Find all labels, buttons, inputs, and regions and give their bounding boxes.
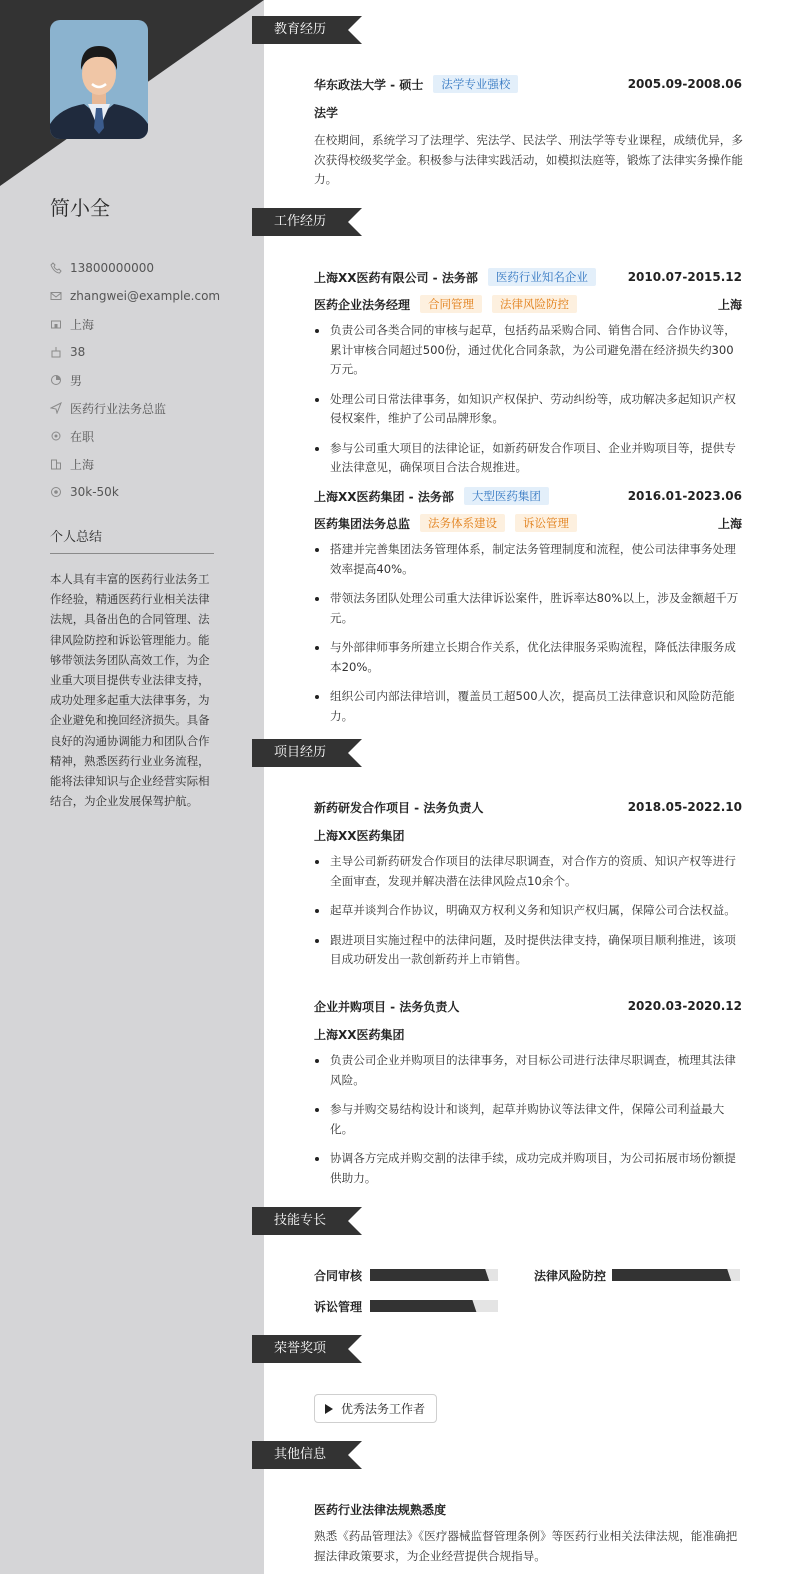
info-status [50,422,220,450]
info-text: zhangwei@example.com [70,289,221,303]
project-org: 上海XX医药集团 [314,1027,405,1042]
list-item: 参与公司重大项目的法律论证，如新药研发合作项目、企业并购项目等，提供专业法律意见，确保项目合法合规推进。 [314,439,744,478]
company-name: 上海XX医药集团 - 法务部 [314,489,454,504]
project-org-row [314,1025,742,1043]
info-gender [50,366,220,394]
project-bullet-list [314,1051,744,1198]
project-org: 上海XX医药集团 [314,828,405,843]
avatar [50,20,148,139]
skill-level-bar [612,1269,740,1281]
skill-bar-fill [370,1269,489,1281]
school-name: 华东政法大学 - 硕士 [314,77,424,92]
section-title: 其他信息 [274,1447,327,1462]
education-description: 在校期间，系统学习了法理学、宪法学、民法学、刑法学等专业课程，成绩优异，多次获得校级奖学金。积极参与法律实践活动，如模拟法庭等，锻炼了法律实务操作能力。 [314,133,743,186]
education-item-header [314,75,742,93]
section-title: 项目经历 [274,745,327,760]
company-tag: 医药行业知名企业 [488,268,596,286]
education-date: 2005.09-2008.06 [627,77,742,91]
job-role: 医药集团法务总监 [314,516,411,531]
summary-divider [50,553,214,554]
work-item-header [314,487,742,505]
role-tag: 法律风险防控 [492,295,577,313]
skill-bar-fill [612,1269,731,1281]
project-item-header [314,997,742,1015]
list-item: 处理公司日常法律事务，如知识产权保护、劳动纠纷等，成功解决多起知识产权侵权案件，维护了公司品牌形象。 [314,390,744,429]
avatar-photo-icon [50,20,148,139]
info-position [50,394,220,422]
section-title: 工作经历 [274,214,327,229]
info-text: 在职 [70,429,95,444]
section-header-work [252,208,372,236]
skill-item [314,1298,498,1314]
work-role-row [314,295,742,313]
work-date: 2016.01-2023.06 [627,489,742,503]
info-text: 13800000000 [70,261,154,275]
city-icon [50,458,62,470]
role-tag: 诉讼管理 [515,514,577,532]
phone-icon [50,262,62,274]
skill-name: 合同审核 [314,1268,363,1283]
info-location [50,310,220,338]
education-major-row [314,103,742,121]
summary-title: 个人总结 [50,530,103,545]
award-badge [314,1394,437,1423]
role-tag: 法务体系建设 [420,514,505,532]
list-item: 起草并谈判合作协议，明确双方权利义务和知识产权归属，保障公司合法权益。 [314,901,744,921]
company-name: 上海XX医药有限公司 - 法务部 [314,270,478,285]
list-item: 主导公司新药研发合作项目的法律尽职调查，对合作方的资质、知识产权等进行全面审查，发现并解决潜在法律风险点10余个。 [314,852,744,891]
info-text: 30k-50k [70,485,119,499]
skill-item [314,1267,498,1283]
work-item-header [314,268,742,286]
project-org-row [314,826,742,844]
info-age [50,338,220,366]
list-item: 参与并购交易结构设计和谈判，起草并购协议等法律文件，保障公司利益最大化。 [314,1100,744,1139]
award-label: 优秀法务工作者 [341,1402,426,1416]
status-icon [50,430,62,442]
gender-icon [50,374,62,386]
section-header-projects [252,739,372,767]
job-location: 上海 [717,516,742,531]
info-text: 上海 [70,457,95,472]
profile-name: 简小全 [50,196,110,220]
section-title: 荣誉奖项 [274,1341,327,1356]
info-email [50,282,220,310]
list-item: 跟进项目实施过程中的法律问题，及时提供法律支持，确保项目顺利推进，该项目成功研发出一款创新药并上市销售。 [314,931,744,970]
work-date: 2010.07-2015.12 [627,270,742,284]
info-text: 38 [70,345,86,359]
info-text: 医药行业法务总监 [70,401,167,416]
salary-icon [50,486,62,498]
sidebar [0,0,264,1574]
project-item-header [314,798,742,816]
project-bullet-list [314,852,744,980]
summary-text: 本人具有丰富的医药行业法务工作经验，精通医药行业相关法律法规，具备出色的合同管理、法律风险防控和诉讼管理能力。能够带领法务团队高效工作，为企业重大项目提供专业法律支持，成功处理多起重大法律事务，为企业避免和挽回经济损失。具备良好的沟通协调能力和团队合作精神，熟悉医药行业业务流程，能将法律知识与企业经营实际相结合，为企业发展保驾护航。 [50,572,210,809]
skill-bar-fill [370,1300,476,1312]
play-triangle-icon [325,1404,333,1414]
other-heading: 医药行业法律法规熟悉度 [314,1502,447,1517]
job-role: 医药企业法务经理 [314,297,411,312]
job-location: 上海 [717,297,742,312]
company-tag: 大型医药集团 [464,487,549,505]
work-bullet-list [314,540,744,736]
project-date: 2018.05-2022.10 [627,800,742,814]
list-item: 负责公司企业并购项目的法律事务，对目标公司进行法律尽职调查，梳理其法律风险。 [314,1051,744,1090]
skill-level-bar [370,1300,498,1312]
list-item: 负责公司各类合同的审核与起草，包括药品采购合同、销售合同、合作协议等，累计审核合同超过500份，通过优化合同条款，为公司避免潜在经济损失约300万元。 [314,321,744,380]
skill-item [534,1267,740,1283]
skill-name: 诉讼管理 [314,1299,363,1314]
info-city [50,450,220,478]
skill-level-bar [370,1269,498,1281]
section-header-honors [252,1335,372,1363]
main-content [264,0,794,1574]
section-header-other [252,1441,372,1469]
project-name: 企业并购项目 - 法务负责人 [314,999,460,1014]
other-heading-row [314,1500,742,1518]
school-tag: 法学专业强校 [433,75,518,93]
list-item: 协调各方完成并购交割的法律手续，成功完成并购项目，为公司拓展市场份额提供助力。 [314,1149,744,1188]
age-icon [50,346,62,358]
list-item: 搭建并完善集团法务管理体系，制定法务管理制度和流程，使公司法律事务处理效率提高40%。 [314,540,744,579]
section-header-skills [252,1207,372,1235]
contact-info-list [50,254,220,506]
info-phone [50,254,220,282]
location-icon [50,318,62,330]
mail-icon [50,290,62,302]
list-item: 组织公司内部法律培训，覆盖员工超500人次，提高员工法律意识和风险防范能力。 [314,687,744,726]
project-name: 新药研发合作项目 - 法务负责人 [314,800,484,815]
info-salary [50,478,220,506]
list-item: 与外部律师事务所建立长期合作关系，优化法律服务采购流程，降低法律服务成本20%。 [314,638,744,677]
other-description: 熟悉《药品管理法》《医疗器械监督管理条例》等医药行业相关法律法规，能准确把握法律政策要求，为企业经营提供合规指导。 [314,1529,738,1563]
section-header-education [252,16,372,44]
section-title: 技能专长 [274,1213,327,1228]
position-icon [50,402,62,414]
skill-name: 法律风险防控 [534,1268,607,1283]
project-date: 2020.03-2020.12 [627,999,742,1013]
info-text: 男 [70,373,83,388]
work-role-row [314,514,742,532]
section-title: 教育经历 [274,22,327,37]
info-text: 上海 [70,317,95,332]
role-tag: 合同管理 [420,295,482,313]
work-bullet-list [314,321,744,488]
list-item: 带领法务团队处理公司重大法律诉讼案件，胜诉率达80%以上，涉及金额超千万元。 [314,589,744,628]
education-major: 法学 [314,105,339,120]
